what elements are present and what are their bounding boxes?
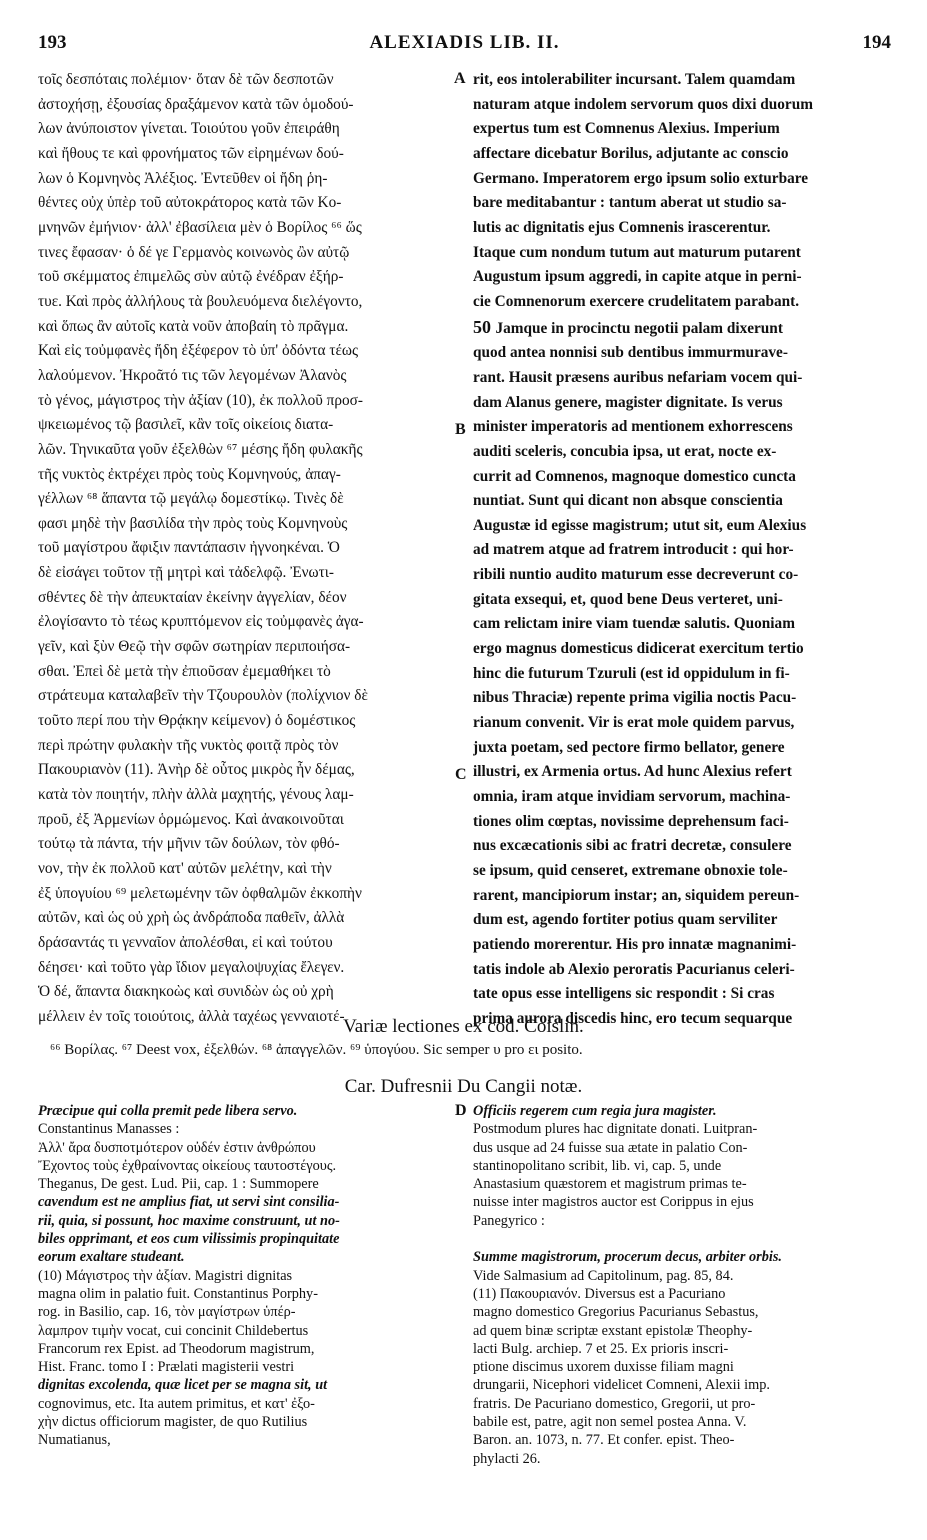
greek-text-column: [38, 68, 450, 1068]
greek-text-line: τοῖς δεσπόταις πολέμιον· ὅταν δὲ τῶν δεσποτῶν: [38, 71, 334, 88]
latin-text-line: gitata exsequi, et, quod bene Deus verteret, uni-: [473, 590, 783, 608]
note-line: λαμπρον τιμὴν vocat, cui concinit Childebertus: [38, 1322, 309, 1339]
greek-text-line: σθέντες δὲ τὴν ἀπευκταίαν ἐκείνην ἀγγελίαν, δέον: [38, 588, 347, 606]
latin-text-line: rianum convenit. Vir is erat mole quidem parvus,: [473, 714, 795, 732]
greek-text-line: τῆς νυκτὸς ἐκτρέχει πρὸς τοὺς Κομνηνούς, ἀπαγ-: [38, 465, 341, 483]
greek-text-line: ἐλογίσαντο τὸ τέως κρυπτόμενον εἰς τοὐμφανὲς ἀγα-: [38, 613, 364, 631]
greek-text-line: ἀστοχήσῃ, ἐξουσίας δραξάμενον κατὰ τῶν ὁμοδού-: [38, 95, 354, 113]
greek-text-line: νον, τὴν ἐκ πολλοῦ κατ' αὐτῶν μελέτην, καὶ τὴν: [38, 860, 332, 877]
page-number-left: 193: [38, 32, 67, 53]
latin-text-line: affectare dicebatur Borilus, adjutante ac conscio: [473, 144, 789, 162]
note-line: Baron. an. 1073, n. 77. Et confer. epist. Theo-: [473, 1432, 735, 1449]
margin-marker-b: B: [455, 421, 466, 438]
note-line: Præcipue qui colla premit pede libera servo.: [38, 1103, 298, 1119]
latin-text-column: [473, 68, 891, 1068]
margin-marker-d: D: [455, 1102, 467, 1119]
note-line: phylacti 26.: [473, 1450, 541, 1467]
greek-text-line: μέλλειν ἐν τοῖς τοιούτοις, ἀλλὰ ταχέως γενναιοτέ-: [38, 1007, 345, 1025]
latin-text-line: tatis indole ab Alexio peroratis Pacurianus celeri-: [473, 960, 795, 978]
greek-text-line: τοῦ μαγίστρου ἄφιξιν παντάπασιν ἠγνοηκέναι. Ὁ: [38, 539, 340, 557]
greek-text-line: δράσαντάς τι γενναῖον ἀπολέσθαι, εἰ καὶ τούτου: [38, 933, 333, 951]
greek-text-line: λαλούμενον. Ἠκροᾶτό τις τῶν λεγομένων Ἀλανὸς: [38, 366, 347, 384]
note-line: χὴν dictus officiorum magister, de quo Rutilius: [38, 1414, 308, 1431]
running-header: [38, 32, 891, 58]
running-title: ALEXIADIS LIB. II.: [369, 32, 560, 53]
greek-text-line: μνηνῶν ἐμήνιον· ἀλλ' ἐβασίλεια μὲν ὁ Βορίλος ⁶⁶ ὥς: [38, 218, 362, 236]
latin-text-line: cam relictam inire viam tuendæ salutis. Quoniam: [473, 615, 795, 633]
latin-text-line: rit, eos intolerabiliter incursant. Talem quamdam: [473, 71, 796, 88]
greek-text-line: Ὁ δέ, ἅπαντα διακηκοὼς καὶ συνιδὼν ὡς οὐ χρὴ: [38, 983, 334, 1001]
note-line: Francorum rex Epist. ad Theodorum magistrum,: [38, 1340, 315, 1357]
latin-text-line: minister imperatoris ad mentionem exhorrescens: [473, 418, 793, 436]
greek-text-line: λῶν. Τηνικαῦτα γοῦν ἐξελθὼν ⁶⁷ μέσης ἤδη φυλακῆς: [38, 440, 363, 458]
latin-text-line: quod antea nonnisi sub dentibus immurmurave-: [473, 344, 788, 362]
note-line: dus usque ad 24 fuisse sua ætate in palatio Con-: [473, 1139, 748, 1156]
note-line: ptione discimus uxorem duxisse filiam magni: [473, 1359, 734, 1376]
latin-text-line: nus excæcationis sibi ac fratri decretæ, consulere: [473, 837, 792, 855]
greek-text-line: καὶ ὅπως ἂν αὐτοῖς κατὰ νοῦν ἀποβαίη τὸ πρᾶγμα.: [38, 317, 349, 335]
note-line: Summe magistrorum, procerum decus, arbiter orbis.: [473, 1249, 783, 1266]
page-number-right: 194: [862, 32, 891, 53]
latin-text-line: patiendo morerentur. His pro innatæ magnanimi-: [473, 935, 797, 953]
note-line: rii, quia, si possunt, hoc maxime construunt, ut no-: [38, 1212, 340, 1229]
greek-text-line: γέλλων ⁶⁸ ἅπαντα τῷ μεγάλῳ δομεστίκῳ. Τινὲς δὲ: [38, 490, 344, 508]
latin-text-line: expertus tum est Comnenus Alexius. Imperium: [473, 120, 780, 138]
note-line: Ἀλλ' ἄρα δυσποτμότερον οὐδέν ἐστιν ἀνθρώπου: [38, 1139, 316, 1156]
latin-text-line: bare meditabantur : tantum aberat ut studio sa-: [473, 194, 787, 212]
latin-text-line: se ipsum, quid censeret, extremane obnoxie tole-: [473, 862, 788, 879]
note-line: magna olim in palatio fuit. Constantinus Porphy-: [38, 1285, 318, 1302]
greek-text-line: προῦ, ἐξ Ἀρμενίων ὁρμώμενος. Καὶ ἀνακοινοῦται: [38, 810, 344, 828]
greek-text-line: περὶ πρώτην φυλακὴν τῆς νυκτὸς φοιτᾷ πρὸς τὸν: [38, 736, 339, 754]
latin-text-line: dum est, agendo fortiter potius quam serviliter: [473, 911, 778, 929]
note-line: dignitas excolenda, quæ licet per se magna sit, ut: [38, 1377, 328, 1394]
greek-text-line: γεῖν, καὶ ξὺν Θεῷ τὴν σφῶν σωτηρίαν περιποιήσα-: [38, 638, 351, 656]
greek-text-line: τὸ γένος, μάγιστρος τὴν ἀξίαν (10), ἐκ πολλοῦ προσ-: [38, 391, 363, 409]
latin-text-line: omnia, iram atque invidiam servorum, machina-: [473, 788, 791, 806]
latin-text-line: rant. Hausit præsens auribus nefariam vocem qui-: [473, 368, 803, 386]
greek-text-line: τοῦ σκέμματος ἐπιμελῶς σὺν αὐτῷ ἐνέδραν ἐξήρ-: [38, 268, 344, 286]
greek-text-line: αὐτῶν, καὶ ὡς οὐ χρὴ ὡς ἀνδράποδα παθεῖν, ἀλλὰ: [38, 909, 345, 927]
notes-left-column: [38, 1102, 450, 1527]
margin-marker-a: A: [454, 70, 466, 87]
section-number: 50: [473, 316, 496, 337]
latin-text-line: ergo magnus domesticus didicerat exercitum tertio: [473, 640, 804, 658]
note-line: ad quem binæ scriptæ exstant epistolæ Theophy-: [473, 1322, 753, 1339]
greek-text-line: τούτῳ τὰ πάντα, τήν μῆνιν τῶν δούλων, τὸν φθό-: [38, 835, 340, 853]
latin-text-line: auditi sceleris, concubia ipsa, ut erat, nocte ex-: [473, 442, 777, 460]
greek-text-line: τυε. Καὶ πρὸς ἀλλήλους τὰ βουλευόμενα διελέγοντο,: [38, 292, 363, 310]
greek-text-line: δὲ εἰσάγει τοῦτον τῇ μητρὶ καὶ τἀδελφῷ. Ἐνωτι-: [38, 564, 334, 582]
note-line: Numatianus,: [38, 1432, 111, 1449]
note-line: Officiis regerem cum regia jura magister.: [473, 1103, 717, 1119]
latin-text-line: tate opus esse intelligens sic respondit : Si cras: [473, 985, 775, 1003]
note-line: Ἔχοντος τοὺς ἐχθραίνοντας οἰκείους ταυτοστέγους.: [38, 1157, 337, 1174]
greek-text-line: λων ὁ Κομνηνὸς Ἀλέξιος. Ἐντεῦθεν οἱ ἤδη ῥη-: [38, 169, 328, 187]
note-line: Theganus, De gest. Lud. Pii, cap. 1 : Summopere: [38, 1176, 319, 1193]
notae-heading: Car. Dufresnii Du Cangii notæ.: [344, 1076, 583, 1097]
latin-text-line: ad matrem atque ad fratrem introducit : qui hor-: [473, 541, 794, 559]
latin-text-line: nibus Thraciæ) repente prima vigilia noctis Pacu-: [473, 689, 797, 707]
note-line: Constantinus Manasses :: [38, 1121, 180, 1138]
latin-text-line: Augustum ipsum aggredi, in capite atque in perni-: [473, 268, 802, 286]
greek-text-line: τινες ἔφασαν· ὁ δέ γε Γερμανὸς κοινωνὸς ὢν αὐτῷ: [38, 243, 350, 261]
latin-text-line: currit ad Comnenos, magnoque domestico cuncta: [473, 467, 796, 485]
latin-text-line: lutis ac dignitatis ejus Comnenis irascerentur.: [473, 218, 771, 236]
greek-text-line: κατὰ τὸν ποιητήν, πλὴν ἀλλὰ μαχητής, γένους λαμ-: [38, 786, 354, 804]
greek-text-line: δέησει· καὶ τοῦτο γὰρ ἴδιον μεγαλοψυχίας ἔλεγεν.: [38, 958, 345, 976]
latin-text-line: nuntiat. Sunt qui dicant non absque conscientia: [473, 492, 783, 510]
variae-lectiones-heading: Variæ lectiones ex cod. Coislin.: [343, 1016, 584, 1037]
note-line: babile est, patre, agit non semel postea Anna. V.: [473, 1414, 747, 1431]
note-line: cognovimus, etc. Ita autem primitus, et κατ' ἐξο-: [38, 1395, 315, 1412]
greek-text-line: φασι μηδὲ τὴν βασιλίδα τὴν πρὸς τοὺς Κομνηνοὺς: [38, 514, 348, 532]
note-line: Panegyrico :: [473, 1212, 545, 1229]
note-line: magno domestico Gregorius Pacurianus Sebastus,: [473, 1304, 759, 1321]
greek-text-line: ἐξ ὑπογυίου ⁶⁹ μελετωμένην τῶν ὀφθαλμῶν ἐκκοπὴν: [38, 884, 362, 902]
text-line-content: Jamque in procinctu negotii palam dixerunt: [495, 319, 783, 337]
note-line: Postmodum plures hac dignitate donati. Luitpran-: [473, 1121, 758, 1138]
latin-text-line: Augustæ id egisse magistrum; utut sit, eum Alexius: [473, 516, 807, 534]
note-line: fratris. De Pacuriano domestico, Gregorii, ut pro-: [473, 1395, 756, 1412]
latin-text-line: naturam atque indolem servorum quos dixi duorum: [473, 95, 813, 113]
latin-text-line: Germano. Imperatorem ergo ipsum solio exturbare: [473, 169, 809, 187]
note-line: (10) Μάγιστρος τὴν ἀξίαν. Magistri dignitas: [38, 1267, 293, 1284]
latin-text-line: ribili nuntio audito maturum esse decreverunt co-: [473, 566, 799, 584]
greek-text-line: στράτευμα καταλαβεῖν τὴν Τζουρουλὸν (πολίχνιον δὲ: [38, 687, 368, 705]
note-line: rog. in Basilio, cap. 16, τὸν μαγίστρων ὑπέρ-: [38, 1304, 296, 1321]
variae-lectiones-line: ⁶⁶ Βορίλας. ⁶⁷ Deest vox, ἐξελθών. ⁶⁸ ἀπαγγελῶν. ⁶⁹ ὑπογύου. Sic semper υ pro ει posito.: [50, 1042, 583, 1058]
greek-text-line: θέντες οὐχ ὑπὲρ τοῦ αὐτοκράτορος κατὰ τῶν Κο-: [38, 194, 342, 212]
greek-text-line: Καὶ εἰς τοὐμφανὲς ἤδη ἐξέφερον τὸ ὑπ' ὀδόντα τέως: [38, 342, 359, 360]
latin-text-line: juxta poetam, sed pectore firmo bellator, genere: [473, 738, 785, 756]
greek-text-line: Πακουριανὸν (11). Ἀνὴρ δὲ οὗτος μικρὸς ἦν δέμας,: [38, 761, 355, 779]
latin-text-line: illustri, ex Armenia ortus. Ad hunc Alexius refert: [473, 763, 792, 781]
greek-text-line: λων ἀνύποιστον γίνεται. Τοιούτου γοῦν ἐπειράθη: [38, 120, 340, 138]
note-line: Hist. Franc. tomo I : Prælati magisterii vestri: [38, 1359, 295, 1376]
greek-text-line: καὶ ἤθους τε καὶ φρονήματος τῶν εἰρημένων δού-: [38, 144, 344, 162]
note-line: cavendum est ne amplius fiat, ut servi sint consilia-: [38, 1194, 340, 1211]
note-line: stantinopolitano scribit, lib. vi, cap. 5, unde: [473, 1157, 722, 1174]
note-line: Vide Salmasium ad Capitolinum, pag. 85, 84.: [473, 1267, 734, 1284]
latin-text-line: dam Alanus genere, magister dignitate. Is verus: [473, 393, 783, 411]
note-line: [473, 1230, 891, 1248]
greek-text-line: ψκειωμένος τῷ βασιλεῖ, κἂν τοῖς οἰκείοις διατα-: [38, 416, 334, 434]
note-line: biles opprimant, et eos cum vilissimis propinquitate: [38, 1231, 340, 1248]
greek-text-line: σθαι. Ἐπεὶ δὲ μετὰ τὴν ἐπιοῦσαν ἐμεμαθήκει τὸ: [38, 662, 331, 680]
latin-text-line: hinc die futurum Tzuruli (est id oppidulum in fi-: [473, 664, 790, 682]
note-line: nuisse inter magistros auctor est Corippus in ejus: [473, 1194, 754, 1211]
latin-text-line: cie Comnenorum exercere crudelitatem parabant.: [473, 292, 800, 310]
notes-right-column: [473, 1102, 891, 1482]
latin-text-line: [473, 315, 891, 342]
margin-marker-c: C: [455, 766, 467, 783]
note-line: eorum exaltare studeant.: [38, 1249, 185, 1266]
note-line: Anastasium quæstorem et magistrum primas te-: [473, 1176, 747, 1193]
note-line: drungarii, Nicephori videlicet Comneni, Alexii imp.: [473, 1377, 770, 1394]
note-line: (11) Πακουριανόν. Diversus est a Pacuriano: [473, 1285, 726, 1302]
latin-text-line: prima aurora discedis hinc, ero tecum sequarque: [473, 1009, 793, 1027]
note-line: lacti Bulg. archiep. 7 et 25. Ex prioris inscri-: [473, 1340, 729, 1357]
latin-text-line: tiones olim cœptas, novissime deprehensum faci-: [473, 812, 789, 830]
latin-text-line: Itaque cum nondum tutum aut maturum putarent: [473, 243, 801, 261]
latin-text-line: rarent, mancipiorum instar; an, siquidem pereun-: [473, 886, 800, 904]
greek-text-line: τοῦτο περί που τὴν Θρᾴκην κείμενον) ὁ δομέστικος: [38, 712, 356, 730]
